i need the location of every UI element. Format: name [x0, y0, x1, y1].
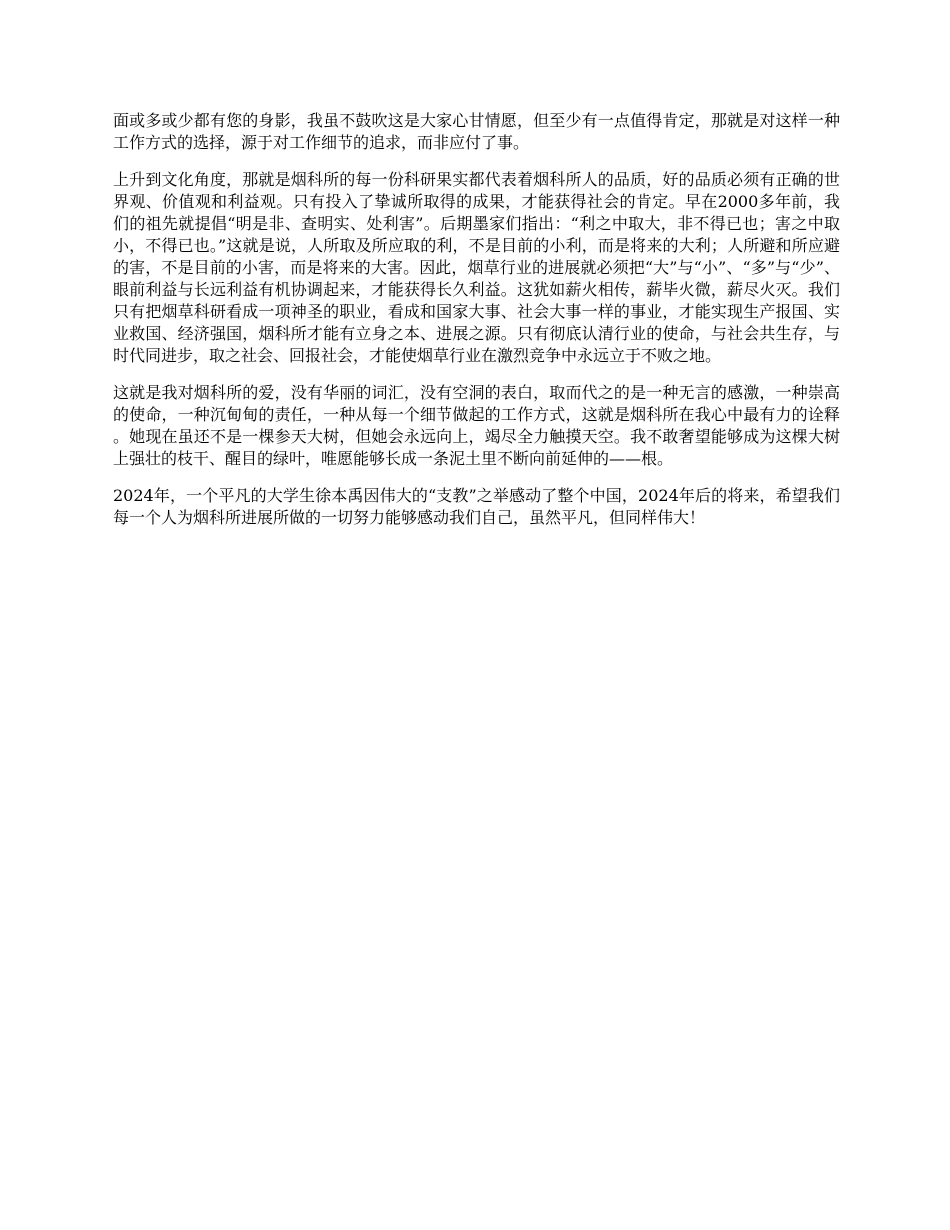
paragraph-4: 2024年，一个平凡的大学生徐本禹因伟大的“支教”之举感动了整个中国，2024年后的将来，希望我们每一个人为烟科所进展所做的一切努力能够感动我们自己，虽然平凡，但同样伟大！ [113, 486, 840, 527]
document-body [113, 110, 840, 544]
paragraph-2: 上升到文化角度，那就是烟科所的每一份科研果实都代表着烟科所人的品质，好的品质必须有正确的世界观、价值观和利益观。只有投入了挚诚所取得的成果，才能获得社会的肯定。早在2000多年前，我们的祖先就提倡“明是非、查明实、处利害”。后期墨家们指出：“利之中取大，非不得已也；害之中取小，不得已也。”这就是说，人所取及所应取的利，不是目前的小利，而是将来的大利；人所避和所应避的害，不是目前的小害，而是将来的大害。因此，烟草行业的进展就必须把“大”与“小”、“多”与“少”、眼前利益与长远利益有机协调起来，才能获得长久利益。这犹如薪火相传，薪毕火微，薪尽火灭。我们只有把烟草科研看成一项神圣的职业，看成和国家大事、社会大事一样的事业，才能实现生产报国、实业救国、经济强国，烟科所才能有立身之本、进展之源。只有彻底认清行业的使命，与社会共生存，与时代同进步，取之社会、回报社会，才能使烟草行业在激烈竞争中永远立于不败之地。 [113, 170, 840, 365]
paragraph-1: 面或多或少都有您的身影，我虽不鼓吹这是大家心甘情愿，但至少有一点值得肯定，那就是对这样一种工作方式的选择，源于对工作细节的追求，而非应付了事。 [113, 111, 840, 152]
paragraph-3: 这就是我对烟科所的爱，没有华丽的词汇，没有空洞的表白，取而代之的是一种无言的感激，一种崇高的使命，一种沉甸甸的责任，一种从每一个细节做起的工作方式，这就是烟科所在我心中最有力的诠释。她现在虽还不是一棵参天大树，但她会永远向上，竭尽全力触摸天空。我不敢奢望能够成为这棵大树上强壮的枝干、醒目的绿叶，唯愿能够长成一条泥土里不断向前延伸的——根。 [113, 383, 840, 468]
